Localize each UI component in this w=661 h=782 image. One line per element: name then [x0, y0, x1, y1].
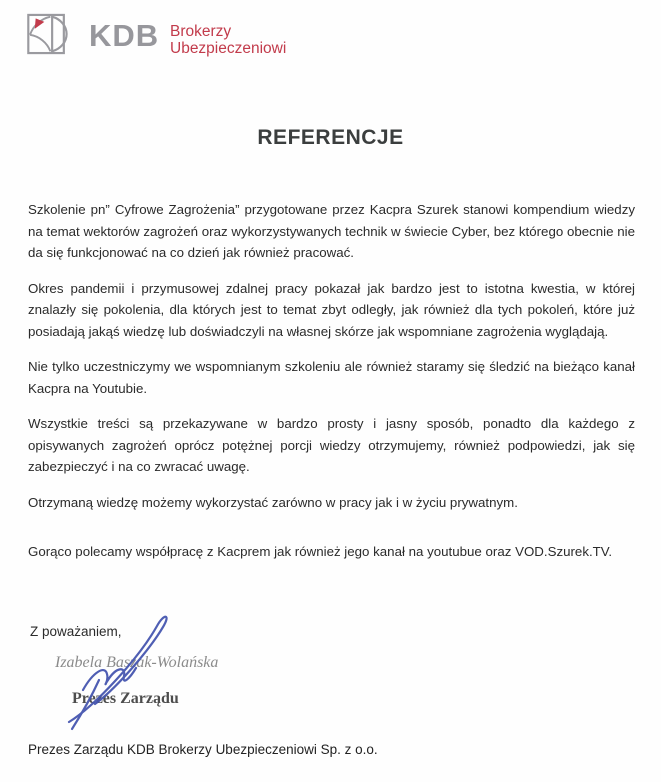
- footer-company-line: Prezes Zarządu KDB Brokerzy Ubezpieczeniowi Sp. z o.o.: [28, 742, 378, 757]
- signatory-role: Prezes Zarządu: [72, 690, 179, 707]
- paragraph-3: Nie tylko uczestniczymy we wspomnianym szkoleniu ale również staramy się śledzić na bieżąco kanał Kacpra na Youtubie.: [28, 359, 635, 396]
- letter-body: [28, 199, 635, 563]
- paragraph-1: Szkolenie pn” Cyfrowe Zagrożenia” przygotowane przez Kacpra Szurek stanowi kompendium wiedzy na temat wektorów zagrożeń oraz wykorzystywanych technik w świecie Cyber, bez którego obecnie nie da się funkcjonować na co dzień jak również pracować.: [28, 202, 635, 260]
- document-title: REFERENCJE: [257, 126, 404, 149]
- signatory-name: Izabela Baszak-Wolańska: [55, 654, 219, 671]
- logo-acronym: KDB: [89, 18, 160, 53]
- logo-tagline-line1: Brokerzy: [170, 23, 232, 40]
- logo-tagline-line2: Ubezpieczeniowi: [170, 40, 287, 57]
- paragraph-4: Wszystkie treści są przekazywane w bardzo prosty i jasny sposób, ponadto dla każdego z opisywanych zagrożeń oprócz potężnej porcji wiedzy otrzymujemy, również podpowiedzi, jak się zabezpieczyć i na co zwracać uwagę.: [28, 416, 635, 474]
- paragraph-6: Gorąco polecamy współpracę z Kacprem jak również jego kanał na youtubue oraz VOD.Szurek.TV.: [28, 544, 613, 559]
- signature-closing: Z poważaniem,: [30, 624, 122, 639]
- paragraph-5: Otrzymaną wiedzę możemy wykorzystać zarówno w pracy jak i w życiu prywatnym.: [28, 494, 518, 510]
- paragraph-2: Okres pandemii i przymusowej zdalnej pracy pokazał jak bardzo jest to istotna kwestia, w której znalazły się pokolenia, dla których jest to temat zbyt odległy, jak również dla tych pokoleń, które już posiadają jakąś wiedzę lub doświadczyli na własnej skórze jak wspomniane zagrożenia wyglądają.: [28, 280, 635, 339]
- logo-tagline: [170, 23, 286, 57]
- kdb-monogram-icon: [27, 12, 79, 56]
